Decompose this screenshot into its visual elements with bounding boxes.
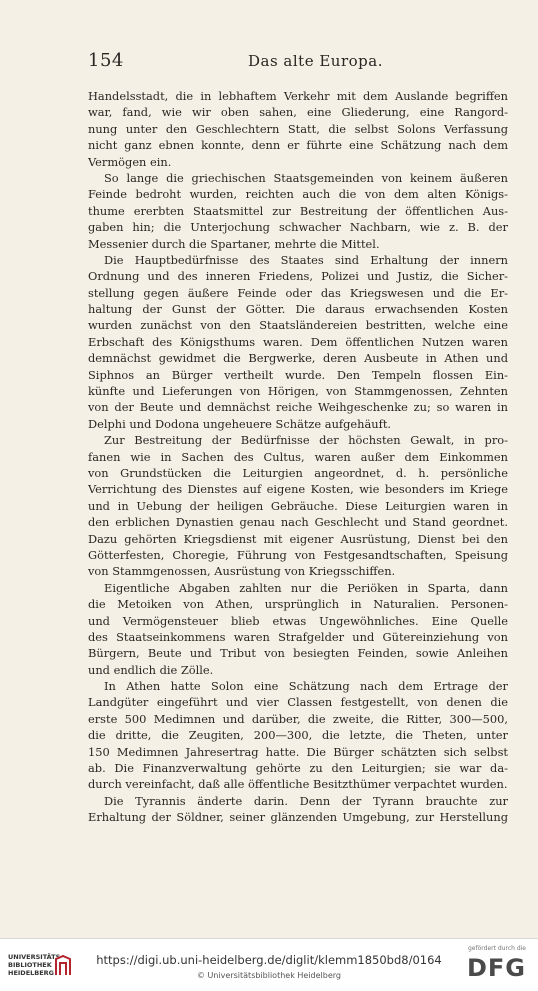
text-line: So lange die griechischen Staatsgemeinden von keinem äußeren (104, 170, 508, 185)
text-line: Ordnung und des inneren Friedens, Polizei und Justiz, die Sicher- (88, 269, 508, 284)
text-line: In Athen hatte Solon eine Schätzung nach dem Ertrage der (104, 679, 508, 694)
text-line: die Metoiken von Athen, ursprünglich in Naturalien. Personen- (88, 597, 508, 612)
text-line: Delphi und Dodona ungeheuere Schätze aufgehäuft. (88, 416, 392, 431)
text-line: und Vermögensteuer blieb etwas Ungewöhnliches. Eine Quelle (88, 613, 508, 628)
text-line: von Grundstücken die Leiturgien angeordnet, d. h. persönliche (88, 465, 508, 480)
text-line: Dazu gehörten Kriegsdienst mit eigener Ausrüstung, Dienst bei den (88, 531, 508, 546)
text-line: Erhaltung der Söldner, seiner glänzenden Umgebung, zur Herstellung (88, 810, 508, 825)
library-logo-line: BIBLIOTHEK (8, 961, 52, 969)
text-line: Verrichtung des Dienstes auf eigene Kosten, wie besonders im Kriege (88, 482, 508, 497)
copyright-notice: © Universitätsbibliothek Heidelberg (196, 971, 341, 980)
text-line: Siphnos an Bürger vertheilt wurde. Den Tempeln flossen Ein- (88, 367, 508, 382)
text-line: Messenier durch die Spartaner, mehrte die Mittel. (88, 236, 380, 251)
text-line: nung unter den Geschlechtern Statt, die selbst Solons Verfassung (88, 121, 508, 136)
text-line: fanen wie in Sachen des Cultus, waren außer dem Einkommen (88, 449, 508, 464)
text-line: von der Beute und demnächst reiche Weihgeschenke zu; so waren in (88, 400, 508, 415)
text-line: stellung gegen äußere Feinde oder das Kriegswesen und die Er- (88, 285, 508, 300)
text-line: Vermögen ein. (88, 154, 172, 169)
text-line: thume ererbten Staatsmittel zur Bestreitung der öffentlichen Aus- (88, 203, 508, 218)
text-line: die dritte, die Zeugiten, 200—300, die letzte, die Theten, unter (88, 728, 508, 743)
text-line: durch vereinfacht, daß alle öffentliche Besitzthümer verpachtet wurden. (88, 777, 508, 792)
text-line: und in Uebung der heiligen Gebräuche. Diese Leiturgien waren in (88, 498, 508, 513)
text-line: nicht ganz ebnen konnte, denn er führte eine Schätzung nach dem (88, 138, 508, 153)
text-line: wurden zunächst von den Staatsländereien bestritten, welche eine (88, 318, 508, 333)
text-line: Bürgern, Beute und Tribut von besiegten Feinden, sowie Anleihen (88, 646, 508, 661)
dfg-logo: DFG (466, 954, 526, 982)
text-line: haltung der Gunst der Götter. Die daraus erwachsenden Kosten (88, 302, 508, 317)
page-header (88, 50, 506, 76)
text-line: gaben hin; die Unterjochung schwacher Nachbarn, wie z. B. der (88, 220, 508, 235)
text-line: Zur Bestreitung der Bedürfnisse der höchsten Gewalt, in pro- (104, 433, 508, 448)
text-line: Die Tyrannis änderte darin. Denn der Tyrann brauchte zur (104, 793, 508, 808)
dfg-caption: gefördert durch die (468, 945, 526, 952)
text-line: Feinde bedroht wurden, reichten auch die von dem alten Königs- (88, 187, 508, 202)
text-line: den erblichen Dynastien genau nach Geschlecht und Stand geordnet. (88, 515, 508, 530)
text-line: erste 500 Medimnen und darüber, die zweite, die Ritter, 300—500, (88, 711, 508, 726)
text-line: Eigentliche Abgaben zahlten nur die Periöken in Sparta, dann (104, 580, 508, 595)
permalink-url[interactable]: https://digi.ub.uni-heidelberg.de/diglit/klemm1850bd8/0164 (96, 953, 442, 967)
text-line: von Stammgenossen, Ausrüstung von Kriegsschiffen. (88, 564, 396, 579)
text-line: ab. Die Finanzverwaltung gehörte zu den Leiturgien; sie war da- (88, 761, 508, 776)
text-line: Erbschaft des Königsthums waren. Dem öffentlichen Nutzen waren (88, 334, 508, 349)
text-line: Die Hauptbedürfnisse des Staates sind Erhaltung der innern (104, 252, 508, 267)
text-line: und endlich die Zölle. (88, 662, 214, 677)
text-line: Götterfesten, Choregie, Führung von Festgesandtschaften, Speisung (88, 547, 508, 562)
page-number: 154 (88, 50, 124, 71)
text-line: war, fand, wie wir oben sahen, eine Gliederung, eine Rangord- (88, 105, 508, 120)
text-line: 150 Medimnen Jahresertrag hatte. Die Bürger schätzten sich selbst (88, 744, 508, 759)
viewer-footer (0, 938, 538, 991)
running-title: Das alte Europa. (248, 52, 383, 70)
library-logo-line: UNIVERSITÄTS- (8, 953, 63, 961)
body-text (88, 88, 508, 826)
text-line: des Staatseinkommens waren Strafgelder und Gütereinziehung von (88, 629, 508, 644)
library-logo-line: HEIDELBERG (8, 969, 55, 977)
text-line: demnächst gewidmet die Bergwerke, deren Ausbeute in Athen und (88, 351, 508, 366)
text-line: künfte und Lieferungen von Hörigen, von Stammgenossen, Zehnten (88, 384, 508, 399)
text-line: Handelsstadt, die in lebhaftem Verkehr mit dem Auslande begriffen (88, 89, 508, 103)
text-line: Landgüter eingeführt und vier Classen festgestellt, von denen die (88, 695, 508, 710)
